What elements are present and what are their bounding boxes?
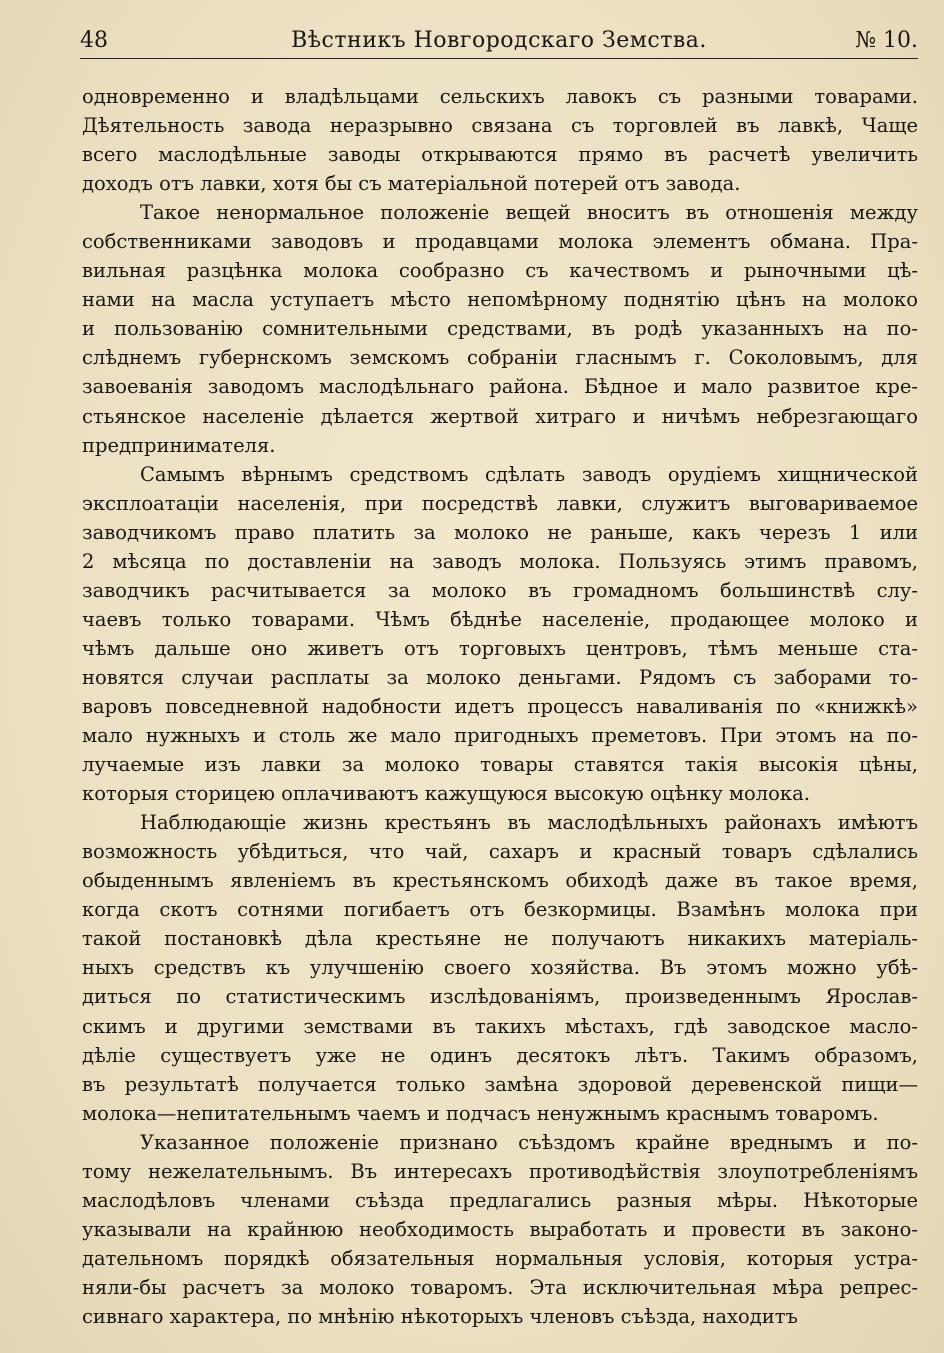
text-line: дѣліе существуетъ уже не одинъ десятокъ лѣтъ. Такимъ образомъ,	[82, 1043, 918, 1067]
text-line: такой постановкѣ дѣла крестьяне не получаютъ никакихъ матеріаль-	[82, 927, 918, 951]
text-line: указывали на крайнюю необходимость выработать и провести въ законо-	[82, 1217, 918, 1241]
text-line: возможность убѣдиться, что чай, сахаръ и красный товаръ сдѣлались	[82, 840, 918, 864]
page-number: 48	[80, 28, 108, 53]
text-line: Дѣятельность завода неразрывно связана съ торговлей въ лавкѣ, Чаще	[82, 114, 918, 138]
text-line: одновременно и владѣльцами сельскихъ лавокъ съ разными товарами.	[82, 85, 918, 108]
text-line: всего маслодѣльные заводы открываются прямо въ расчетѣ увеличить	[82, 143, 918, 167]
text-line: няли-бы расчетъ за молоко товаромъ. Эта исключительная мѣра репрес-	[82, 1275, 918, 1299]
text-line: завоеванія заводомъ маслодѣльнаго района. Бѣдное и мало развитое кре-	[82, 375, 918, 399]
text-line: и пользованію сомнительными средствами, въ родѣ указанныхъ на по-	[82, 317, 918, 341]
text-line: когда скотъ сотнями погибаетъ отъ безкормицы. Взамѣнъ молока при	[82, 898, 918, 922]
text-line: которыя сторицею оплачиваютъ кажущуюся высокую оцѣнку молока.	[82, 782, 810, 806]
paragraph	[82, 808, 918, 1128]
paragraph	[82, 82, 918, 198]
paragraph	[82, 198, 918, 459]
text-line: нами на масла уступаетъ мѣсто непомѣрному поднятію цѣнъ на молоко	[82, 288, 918, 312]
text-line: слѣднемъ губернскомъ земскомъ собраніи гласнымъ г. Соколовымъ, для	[82, 346, 918, 370]
text-line: заводчикомъ право платить за молоко не раньше, какъ черезъ 1 или	[82, 520, 918, 544]
text-line: тому нежелательнымъ. Въ интересахъ противодѣйствія злоупотребленіямъ	[82, 1159, 918, 1183]
text-line: мало нужныхъ и столь же мало пригодныхъ преметовъ. При этомъ на по-	[82, 724, 918, 748]
text-line: лучаемые изъ лавки за молоко товары ставятся такія высокія цѣны,	[82, 753, 918, 777]
text-line: эксплоатаціи населенія, при посредствѣ лавки, служитъ выговариваемое	[82, 491, 918, 515]
journal-title: Вѣстникъ Новгородскаго Земства.	[291, 28, 707, 53]
text-line: обыденнымъ явленіемъ въ крестьянскомъ обиходѣ даже въ такое время,	[82, 869, 918, 893]
text-line: доходъ отъ лавки, хотя бы съ матеріальной потерей отъ завода.	[82, 172, 741, 196]
text-line: заводчикъ расчитывается за молоко въ громадномъ большинствѣ слу-	[82, 578, 918, 602]
text-line: Указанное положеніе признано съѣздомъ крайне вреднымъ и по-	[140, 1130, 918, 1154]
text-line: вильная разцѣнка молока сообразно съ качествомъ и рыночными цѣ-	[82, 259, 918, 283]
text-line: собственниками заводовъ и продавцами молока элементъ обмана. Пра-	[82, 230, 918, 254]
text-line: предпринимателя.	[82, 433, 276, 457]
running-header	[80, 24, 918, 59]
text-line: дательномъ порядкѣ обязательныя нормальныя условія, которыя устра-	[82, 1246, 918, 1270]
text-line: ныхъ средствъ къ улучшенію своего хозяйства. Въ этомъ можно убѣ-	[82, 956, 918, 980]
text-line: въ результатѣ получается только замѣна здоровой деревенской пищи—	[82, 1072, 918, 1096]
text-line: чѣмъ дальше оно живетъ отъ торговыхъ центровъ, тѣмъ меньше ста-	[82, 636, 918, 660]
body-text	[82, 82, 918, 1331]
text-line: скимъ и другими земствами въ такихъ мѣстахъ, гдѣ заводское масло-	[82, 1014, 918, 1038]
text-line: чаевъ только товарами. Чѣмъ бѣднѣе населеніе, продающее молоко и	[82, 607, 918, 631]
text-line: 2 мѣсяца по доставленіи на заводъ молока. Пользуясь этимъ правомъ,	[82, 549, 918, 573]
text-line: диться по статистическимъ изслѣдованіямъ, произведеннымъ Ярослав-	[82, 985, 918, 1009]
paragraph	[82, 1128, 918, 1331]
paragraph	[82, 460, 918, 809]
text-line: молока—непитательнымъ чаемъ и подчасъ ненужнымъ краснымъ товаромъ.	[82, 1101, 879, 1125]
text-line: Самымъ вѣрнымъ средствомъ сдѣлать заводъ орудіемъ хищнической	[140, 462, 918, 486]
text-line: Наблюдающіе жизнь крестьянъ въ маслодѣльныхъ районахъ имѣютъ	[140, 811, 918, 835]
text-line: варовъ повседневной надобности идетъ процессъ наваливанія по «книжкѣ»	[82, 694, 918, 718]
text-line: сивнаго характера, по мнѣнію нѣкоторыхъ членовъ съѣзда, находитъ	[82, 1304, 798, 1328]
text-line: новятся случаи расплаты за молоко деньгами. Рядомъ съ заборами то-	[82, 665, 918, 689]
issue-number: № 10.	[855, 28, 918, 53]
text-line: стьянское населеніе дѣлается жертвой хитраго и ничѣмъ небрезгающаго	[82, 404, 918, 428]
text-line: Такое ненормальное положеніе вещей вноситъ въ отношенія между	[140, 201, 918, 225]
text-line: маслодѣловъ членами съѣзда предлагались разныя мѣры. Нѣкоторые	[82, 1188, 918, 1212]
